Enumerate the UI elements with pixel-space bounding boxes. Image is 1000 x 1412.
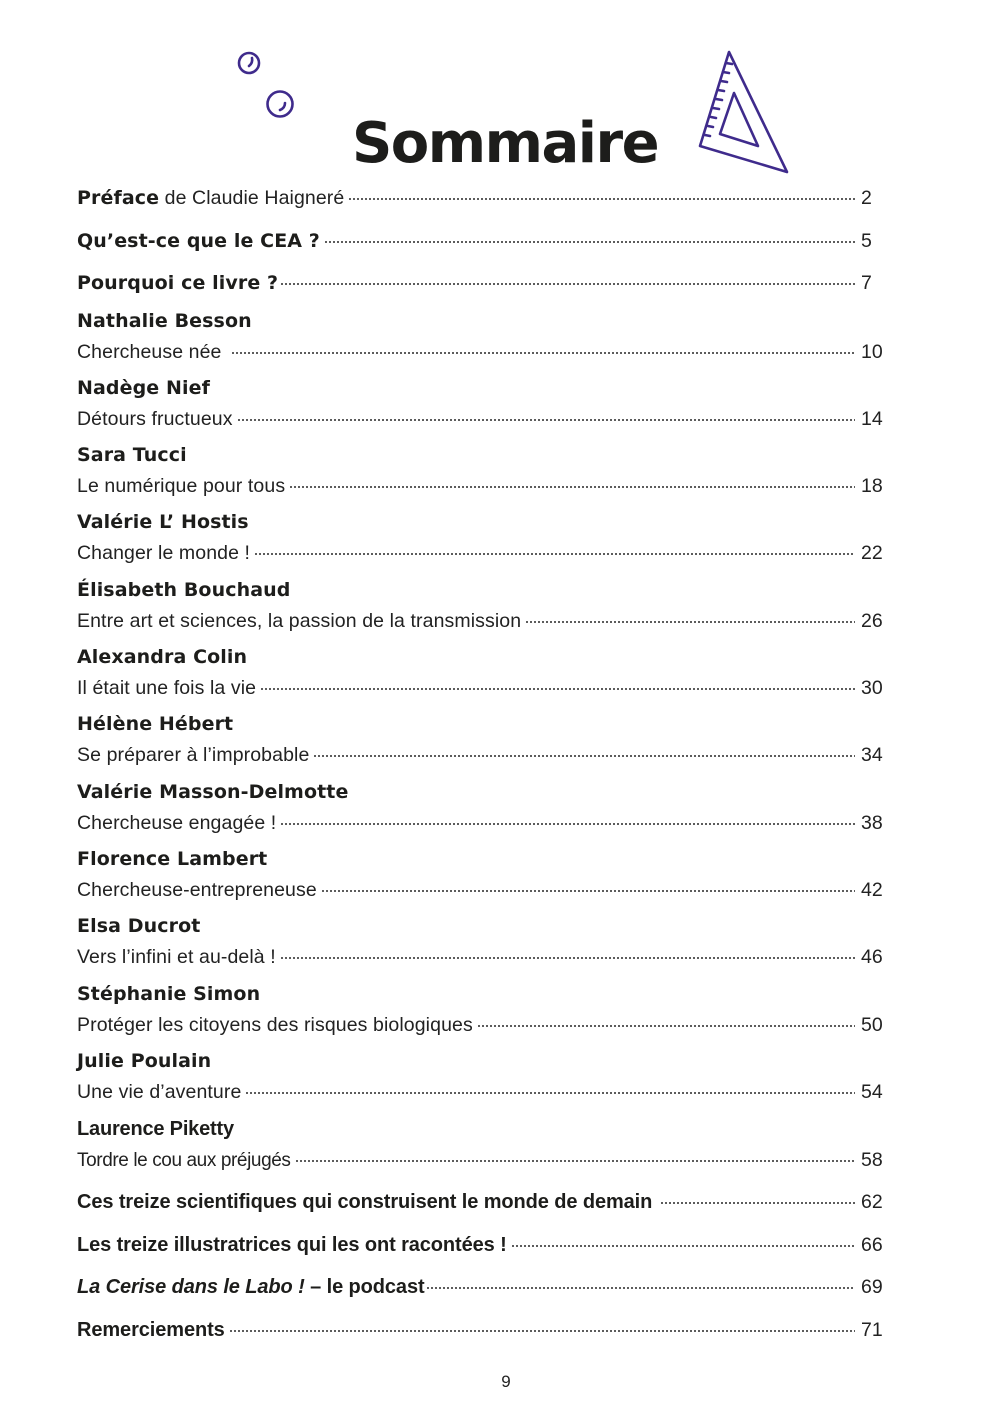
toc-page-number: 54 [861,1081,883,1103]
portrait-name: Élisabeth Bouchaud [77,579,291,601]
toc-page-number: 22 [861,542,883,564]
dot-leader [260,670,855,694]
dot-leader [245,1074,855,1098]
portrait-name: Sara Tucci [77,444,187,466]
dot-leader [525,603,855,627]
toc-page-number: 42 [861,879,883,901]
toc-entry-portrait[interactable] [77,1142,885,1171]
toc-entry-podcast[interactable] [77,1269,885,1298]
portrait-name: Florence Lambert [77,848,268,870]
portrait-subtitle: Protéger les citoyens des risques biologiques [77,1014,473,1036]
dot-leader [324,223,855,247]
portrait-name: Nadège Nief [77,377,210,399]
portrait-name: Elsa Ducrot [77,915,201,937]
toc-entry-pourquoi[interactable] [77,265,885,294]
dot-leader [280,939,855,963]
toc-page-number: 14 [861,408,883,430]
portrait-subtitle: Une vie d’aventure [77,1081,242,1103]
toc-page-number: 58 [861,1149,883,1171]
toc-entry-scientifiques[interactable] [77,1184,885,1213]
portrait-name: Hélène Hébert [77,713,234,735]
dot-leader [511,1227,855,1251]
portrait-name: Stéphanie Simon [77,983,261,1005]
toc-page-number: 50 [861,1014,883,1036]
toc-page-number: 10 [861,341,883,363]
toc-page-number: 46 [861,946,883,968]
dot-leader [289,468,855,492]
portrait-name: Laurence Piketty [77,1118,234,1140]
dot-leader [321,872,855,896]
toc-entry-portrait[interactable] [77,939,885,968]
dot-leader [231,334,855,358]
page-title: Sommaire [351,110,659,176]
portrait-subtitle: Chercheuse engagée ! [77,812,277,834]
toc-entry-label-bold: Les treize illustratrices qui les ont racontées ! [77,1234,507,1256]
toc-entry-label-bold: Ces treize scientifiques qui construisent le monde de demain [77,1191,653,1213]
portrait-name: Valérie L’ Hostis [77,511,249,533]
portrait-subtitle: Tordre le cou aux préjugés [77,1150,291,1171]
toc-entry-portrait[interactable] [77,670,885,699]
portrait-name: Julie Poulain [77,1050,212,1072]
toc-page-number: 69 [861,1276,883,1298]
toc-page-number: 66 [861,1234,883,1256]
portrait-subtitle: Changer le monde ! [77,542,251,564]
portrait-subtitle: Le numérique pour tous [77,475,286,497]
toc-entry-portrait[interactable] [77,872,885,901]
podcast-title: La Cerise dans le Labo ! [77,1276,305,1298]
bubble-icon [268,92,293,117]
page-number: 9 [501,1372,511,1391]
toc-entry-label-bold: Préface [77,187,160,209]
toc-page-number: 7 [861,272,872,294]
toc-entry-cea[interactable] [77,223,885,252]
toc-page-number: 18 [861,475,883,497]
dot-leader [477,1007,855,1031]
dot-leader [660,1184,855,1208]
toc-entry-label-bold [77,1275,425,1299]
toc-entry-illustratrices[interactable] [77,1227,885,1256]
toc-entry-remerciements[interactable] [77,1312,885,1341]
portrait-name: Nathalie Besson [77,310,252,332]
toc-entry-label-bold: Remerciements [77,1319,225,1341]
toc-page-number: 62 [861,1191,883,1213]
toc-page-number: 71 [861,1319,883,1341]
toc-entry-portrait[interactable] [77,468,885,497]
toc-page-number: 30 [861,677,883,699]
dot-leader [237,401,855,425]
toc-page-number: 34 [861,744,883,766]
portrait-subtitle: Chercheuse-entrepreneuse [77,879,317,901]
toc-entry-portrait[interactable] [77,737,885,766]
dot-leader [348,180,855,204]
toc-entry-preface[interactable] [77,180,885,209]
portrait-subtitle: Chercheuse née [77,341,228,363]
portrait-subtitle: Se préparer à l’improbable [77,744,310,766]
toc-entry-label: de Claudie Haigneré [159,187,345,209]
portrait-name: Valérie Masson-Delmotte [77,781,349,803]
toc-page-number: 26 [861,610,883,632]
dot-leader [280,805,855,829]
portrait-name: Alexandra Colin [77,646,248,668]
toc-entry-portrait[interactable] [77,535,885,564]
toc-entry-portrait[interactable] [77,805,885,834]
toc-page-number: 2 [861,187,872,209]
small-bubble-icon [239,53,259,73]
podcast-suffix: – le podcast [304,1276,425,1298]
toc-entry-portrait[interactable] [77,334,885,363]
toc-entry-portrait[interactable] [77,1074,885,1103]
dot-leader [280,265,855,289]
portrait-subtitle: Il était une fois la vie [77,677,257,699]
portrait-subtitle: Vers l’infini et au-delà ! [77,946,276,968]
dot-leader [313,737,855,761]
toc-page-number: 5 [861,230,872,252]
toc-entry-portrait[interactable] [77,1007,885,1036]
toc-entry-label-bold: Qu’est-ce que le CEA ? [77,230,320,252]
toc-entry-portrait[interactable] [77,603,885,632]
portrait-subtitle: Détours fructueux [77,408,233,430]
dot-leader [229,1312,855,1336]
portrait-subtitle: Entre art et sciences, la passion de la transmission [77,610,522,632]
toc-page-number: 38 [861,812,883,834]
toc-entry-label-bold: Pourquoi ce livre ? [77,272,279,294]
dot-leader [426,1269,855,1293]
toc-entry-portrait[interactable] [77,401,885,430]
dot-leader [295,1142,855,1166]
dot-leader [254,535,855,559]
